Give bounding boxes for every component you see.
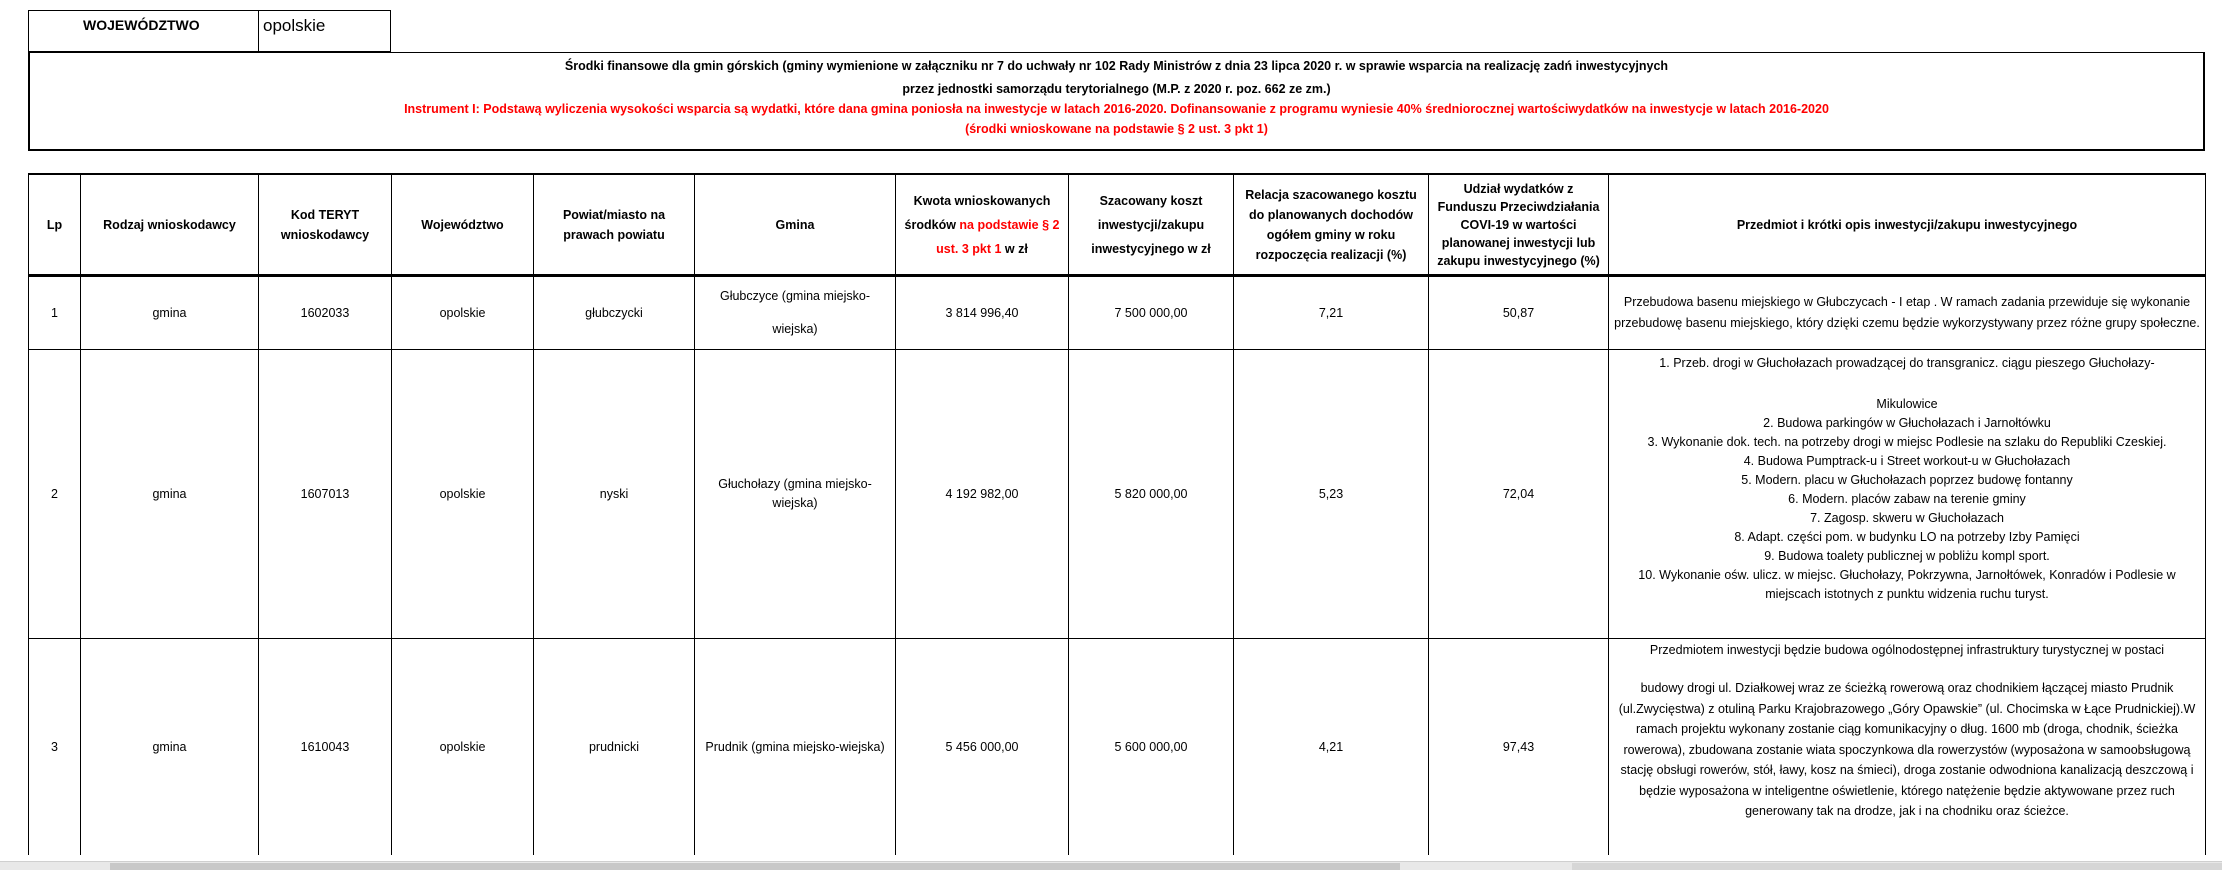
description-line: 7. Zagosp. skweru w Głuchołazach [1810, 511, 2004, 525]
cell-amount[interactable]: 5 456 000,00 [896, 639, 1069, 856]
col-voivodeship-header[interactable]: Województwo [392, 174, 534, 276]
table-row [29, 639, 2206, 856]
description-line: 3. Wykonanie dok. tech. na potrzeby drogi w miejsc Podlesie na szlaku do Republiki Czeskiej. [1647, 435, 2167, 449]
cell-covid-share[interactable]: 50,87 [1429, 276, 1609, 350]
cell-applicant-type[interactable]: gmina [81, 639, 259, 856]
description-line: budowy drogi ul. Działkowej wraz ze ścieżką rowerową oraz chodnikiem łączącej miasto Prudnik (ul.Zwycięstwa) z otuliną Parku Krajobrazowego „Góry Opawskie” (ul. Chocimska w Łące Prudnickiej).W ramach projektu wykonany zostanie ciąg komunikacyjny o dług. 1600 mb (droga, chodnik, ścieżka rowerowa), zbudowana zostanie wiata spoczynkowa dla rowerzystów (wyposażona w samoobsługową stację obsługi rowerów, stół, ławy, kosz na śmieci), droga zostanie odwodniona kanalizacją deszczową i będzie wyposażona w inteligentne oświetlenie, którego natężenie będzie aktywowane przez ruch generowany tak na drodze, jak i na chodniku oraz ścieżce. [1618, 681, 2196, 818]
applications-table [28, 173, 2206, 855]
cell-municipality[interactable]: Głuchołazy (gmina miejsko-wiejska) [695, 350, 896, 639]
description-line: 6. Modern. placów zabaw na terenie gminy [1788, 492, 2026, 506]
cell-cost[interactable]: 5 600 000,00 [1069, 639, 1234, 856]
cell-description[interactable] [1609, 350, 2206, 639]
cell-county[interactable]: prudnicki [534, 639, 695, 856]
cell-ratio[interactable]: 5,23 [1234, 350, 1429, 639]
cell-voivodeship[interactable]: opolskie [392, 639, 534, 856]
cell-lp[interactable]: 3 [29, 639, 81, 856]
table-row [29, 276, 2206, 350]
col-teryt-header[interactable]: Kod TERYT wnioskodawcy [259, 174, 392, 276]
cell-lp[interactable]: 1 [29, 276, 81, 350]
cell-applicant-type[interactable]: gmina [81, 276, 259, 350]
col-municipality-header[interactable]: Gmina [695, 174, 896, 276]
cell-amount[interactable]: 3 814 996,40 [896, 276, 1069, 350]
cell-teryt[interactable]: 1610043 [259, 639, 392, 856]
col-amount-header[interactable] [896, 174, 1069, 276]
col-description-header[interactable]: Przedmiot i krótki opis inwestycji/zakupu inwestycyjnego [1609, 174, 2206, 276]
description-line: 8. Adapt. części pom. w budynku LO na potrzeby Izby Pamięci [1734, 530, 2080, 544]
document-header [28, 52, 2205, 151]
description-line: 1. Przeb. drogi w Głuchołazach prowadzącej do transgranicz. ciągu pieszego Głuchołazy- [1659, 356, 2155, 370]
cell-applicant-type[interactable]: gmina [81, 350, 259, 639]
col-lp-header[interactable]: Lp [29, 174, 81, 276]
description-line: 4. Budowa Pumptrack-u i Street workout-u w Głuchołazach [1743, 454, 2071, 468]
cell-municipality[interactable]: Głubczyce (gmina miejsko-wiejska) [695, 276, 896, 350]
cell-cost[interactable]: 5 820 000,00 [1069, 350, 1234, 639]
cell-cost[interactable]: 7 500 000,00 [1069, 276, 1234, 350]
table-row [29, 350, 2206, 639]
description-line: Przebudowa basenu miejskiego w Głubczycach - I etap . W ramach zadania przewiduje się wykonanie przebudowę basenu miejskiego, który dzięki czemu będzie wykorzystywany przez różne grupy społeczne. [1614, 295, 2200, 330]
cell-description[interactable] [1609, 276, 2206, 350]
header-basis-line: (środki wnioskowane na podstawie § 2 ust. 3 pkt 1) [965, 122, 1268, 136]
cell-voivodeship[interactable]: opolskie [392, 276, 534, 350]
cell-description[interactable] [1609, 639, 2206, 856]
amount-header-basis: na podstawie § 2 ust. 3 pkt 1 [936, 217, 1060, 256]
col-cost-header[interactable]: Szacowany koszt inwestycji/zakupu inwestycyjnego w zł [1069, 174, 1234, 276]
description-line: 5. Modern. placu w Głuchołazach poprzez budowę fontanny [1741, 473, 2073, 487]
amount-header-pre: Kwota wnioskowanych środków [904, 193, 1051, 232]
cell-ratio[interactable]: 7,21 [1234, 276, 1429, 350]
description-line: Mikulowice [1876, 397, 1938, 411]
cell-ratio[interactable]: 4,21 [1234, 639, 1429, 856]
region-label: WOJEWÓDZTWO [28, 10, 258, 52]
cell-county[interactable]: nyski [534, 350, 695, 639]
col-county-header[interactable]: Powiat/miasto na prawach powiatu [534, 174, 695, 276]
cell-county[interactable]: głubczycki [534, 276, 695, 350]
description-line: 9. Budowa toalety publicznej w pobliżu kompl sport. [1764, 549, 2050, 563]
description-line: Przedmiotem inwestycji będzie budowa ogólnodostępnej infrastruktury turystycznej w postaci [1649, 643, 2165, 657]
amount-header-unit: w zł [1004, 241, 1028, 256]
cell-covid-share[interactable]: 72,04 [1429, 350, 1609, 639]
cell-voivodeship[interactable]: opolskie [392, 350, 534, 639]
col-ratio-header[interactable]: Relacja szacowanego kosztu do planowanych dochodów ogółem gminy w roku rozpoczęcia realizacji (%) [1234, 174, 1429, 276]
cell-amount[interactable]: 4 192 982,00 [896, 350, 1069, 639]
scrollbar-track-right[interactable] [1572, 863, 2222, 870]
header-line-2: przez jednostki samorządu terytorialnego (M.P. z 2020 r. poz. 662 ze zm.) [902, 82, 1331, 96]
cell-municipality[interactable]: Prudnik (gmina miejsko-wiejska) [695, 639, 896, 856]
table-header-row [29, 174, 2206, 276]
horizontal-scrollbar[interactable] [0, 861, 2222, 870]
cell-lp[interactable]: 2 [29, 350, 81, 639]
header-line-1: Środki finansowe dla gmin górskich (gminy wymienione w załączniku nr 7 do uchwały nr 102 Rady Ministrów z dnia 23 lipca 2020 r. w sprawie wsparcia na realizację zadń inwestycyjnych [564, 59, 1669, 73]
col-covid-share-header[interactable]: Udział wydatków z Funduszu Przeciwdziałania COVI-19 w wartości planowanej inwestycji lub zakupu inwestycyjnego (%) [1429, 174, 1609, 276]
cell-teryt[interactable]: 1607013 [259, 350, 392, 639]
header-instrument-line: Instrument I: Podstawą wyliczenia wysokości wsparcia są wydatki, które dana gmina poniosła na inwestycje w latach 2016-2020. Dofinansowanie z programu wyniesie 40% średniorocznej wartościwydatków na inwestycje w latach 2016-2020 [404, 102, 1829, 116]
cell-teryt[interactable]: 1602033 [259, 276, 392, 350]
col-applicant-type-header[interactable]: Rodzaj wnioskodawcy [81, 174, 259, 276]
description-line: 10. Wykonanie ośw. ulicz. w miejsc. Głuchołazy, Pokrzywna, Jarnołtówek, Konradów i Podlesie w miejscach istotnych z punktu widzenia ruchu turyst. [1638, 568, 2176, 601]
description-line: 2. Budowa parkingów w Głuchołazach i Jarnołtówku [1763, 416, 2051, 430]
region-value-cell[interactable]: opolskie [258, 10, 391, 52]
cell-covid-share[interactable]: 97,43 [1429, 639, 1609, 856]
scrollbar-thumb[interactable] [110, 863, 1400, 870]
